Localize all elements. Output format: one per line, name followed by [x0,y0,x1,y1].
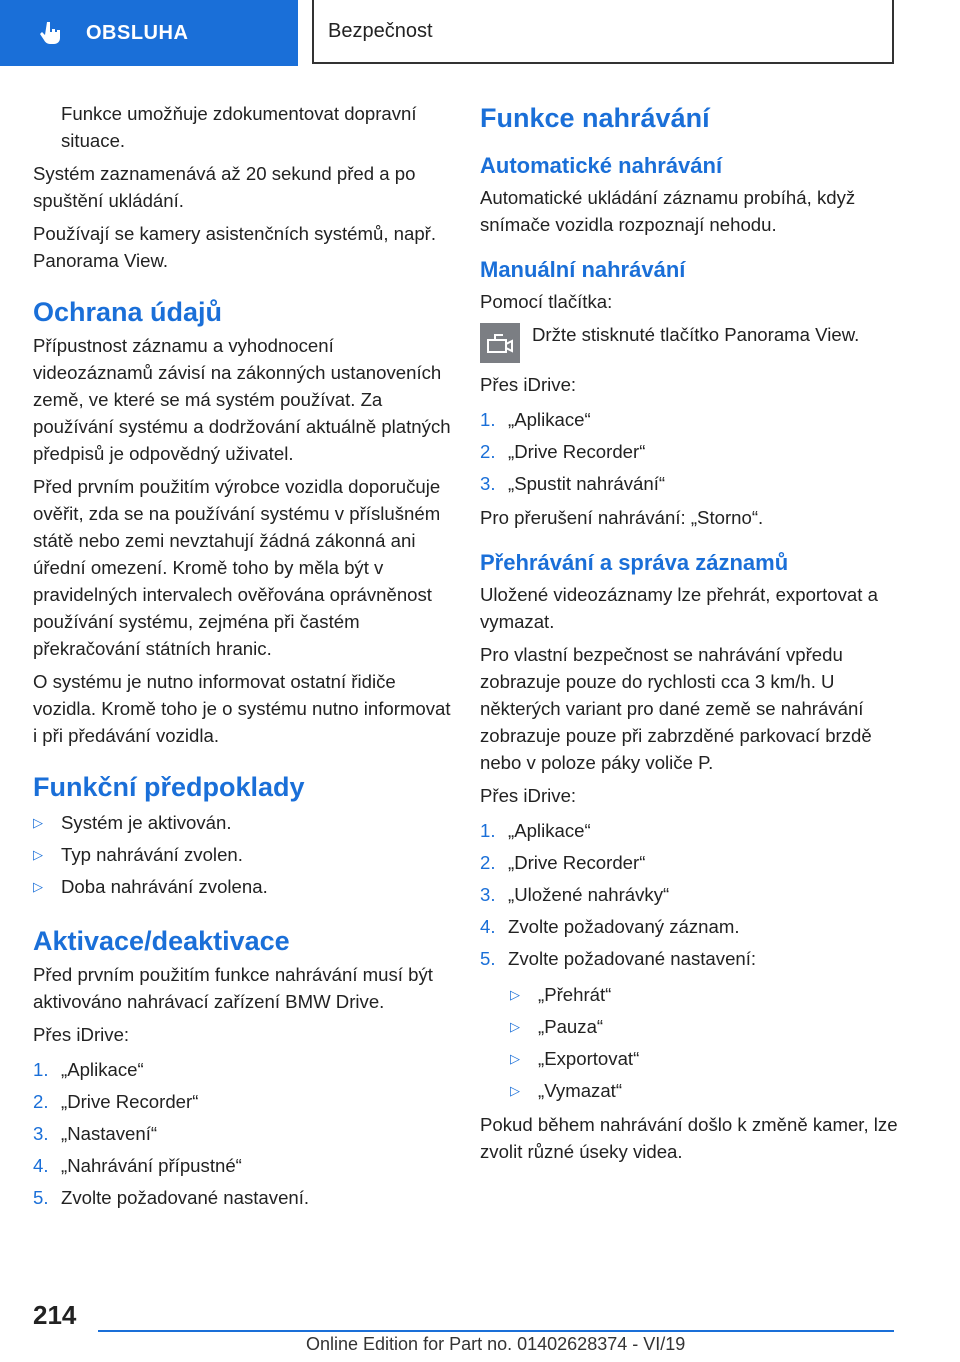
heading-ochrana: Ochrana údajů [33,297,223,327]
list-item: 5. Zvolte požadované nastavení. [33,1187,310,1208]
heading-prehravani: Přehrávání a správa záznamů [480,550,789,575]
paragraph: Pomocí tlačítka: [480,291,613,312]
paragraph: Automatické ukládání záznamu probíhá, když snímače vozidla rozpoznají nehodu. [480,187,856,235]
paragraph: Přípustnost záznamu a vyhodnocení videozáznamů závisí na zákonných ustanoveních země, ve které se má systém používat. Za používání systému a dodržování aktuálně platných předpisů je odpovědný uživatel. [33,335,451,464]
heading-auto: Automatické nahrávání [480,153,723,178]
list-item: 2. „Drive Recorder“ [480,852,646,873]
paragraph: Před prvním použitím výrobce vozidla doporučuje ověřit, zda se na používání systému v příslušném státě nebo zemi nevztahují žádná zákonná ani úřední omezení. Kromě toho by měla být v pravidelných intervalech ověřována oprávněnost používání systému, zejména při častém překračování státních hranic. [33,476,441,659]
list-item: ▷ „Přehrát“ [510,979,898,1011]
edition-note: Online Edition for Part no. 01402628374 - VI/19 [306,1334,686,1354]
paragraph: Pro přerušení nahrávání: „Storno“. [480,507,764,528]
list-item: 5. Zvolte požadované nastavení: [480,948,757,969]
button-instruction-text: Držte stisknuté tlačítko Panorama View. [532,324,860,345]
list-item: ▷ Typ nahrávání zvolen. [33,839,451,871]
triangle-bullet-icon: ▷ [510,1083,520,1098]
triangle-bullet-icon: ▷ [510,1019,520,1034]
triangle-bullet-icon: ▷ [510,1051,520,1066]
list-item: ▷ Doba nahrávání zvolena. [33,871,451,903]
list-item: 3. „Spustit nahrávání“ [480,473,666,494]
list-item: 1. „Aplikace“ [33,1059,144,1080]
paragraph: Přes iDrive: [480,785,577,806]
list-item: 4. Zvolte požadovaný záznam. [480,916,740,937]
paragraph: Pro vlastní bezpečnost se nahrávání vpředu zobrazuje pouze do rychlosti cca 3 km/h. U některých variant pro dané země se nahrávání zobrazuje pouze při zabrzděné parkovací brzdě nebo v poloze páky voliče P. [480,644,872,773]
button-instruction [480,321,898,363]
triangle-bullet-icon: ▷ [33,879,43,894]
chapter-tab-label: OBSLUHA [86,21,189,44]
hand-pointer-icon [38,20,64,46]
camera-recorder-icon [480,323,520,363]
heading-aktivace: Aktivace/deaktivace [33,926,290,956]
list-item: 2. „Drive Recorder“ [33,1091,199,1112]
list-item: ▷ „Exportovat“ [510,1043,898,1075]
steps-list [480,404,898,500]
paragraph: Přes iDrive: [480,374,577,395]
paragraph: Přes iDrive: [33,1024,130,1045]
heading-predpoklady: Funkční předpoklady [33,772,305,802]
page-header [0,0,960,68]
chapter-tab [0,0,298,66]
heading-manual: Manuální nahrávání [480,257,686,282]
triangle-bullet-icon: ▷ [510,987,520,1002]
paragraph: Před prvním použitím funkce nahrávání musí být aktivováno nahrávací zařízení BMW Drive. [33,964,433,1012]
list-item: ▷ Systém je aktivován. [33,807,451,839]
footer-divider [98,1330,894,1332]
options-list [480,979,898,1107]
paragraph: O systému je nutno informovat ostatní řidiče vozidla. Kromě toho je o systému nutno informovat i při předávání vozidla. [33,671,451,746]
list-item: 2. „Drive Recorder“ [480,441,646,462]
heading-nahravani: Funkce nahrávání [480,103,710,133]
list-item: ▷ „Pauza“ [510,1011,898,1043]
paragraph: Používají se kamery asistenčních systémů, např. Panorama View. [33,223,437,271]
page-number: 214 [33,1300,77,1330]
paragraph: Pokud během nahrávání došlo k změně kamer, lze zvolit různé úseky videa. [480,1114,898,1162]
list-item: 3. „Nastavení“ [33,1123,158,1144]
section-title: Bezpečnost [312,0,894,64]
list-item: 1. „Aplikace“ [480,820,591,841]
paragraph: Systém zaznamenává až 20 sekund před a po spuštění ukládání. [33,163,416,211]
prerequisite-list [33,807,451,903]
intro-paragraph: Funkce umožňuje zdokumentovat dopravní situace. [61,103,417,151]
list-item: 1. „Aplikace“ [480,409,591,430]
triangle-bullet-icon: ▷ [33,815,43,830]
triangle-bullet-icon: ▷ [33,847,43,862]
list-item: 4. „Nahrávání přípustné“ [33,1155,242,1176]
steps-list [33,1054,451,1214]
left-column [33,100,451,1218]
right-column [480,100,898,1171]
paragraph: Uložené videozáznamy lze přehrát, exportovat a vymazat. [480,584,878,632]
list-item: ▷ „Vymazat“ [510,1075,898,1107]
steps-list [480,815,898,975]
list-item: 3. „Uložené nahrávky“ [480,884,670,905]
